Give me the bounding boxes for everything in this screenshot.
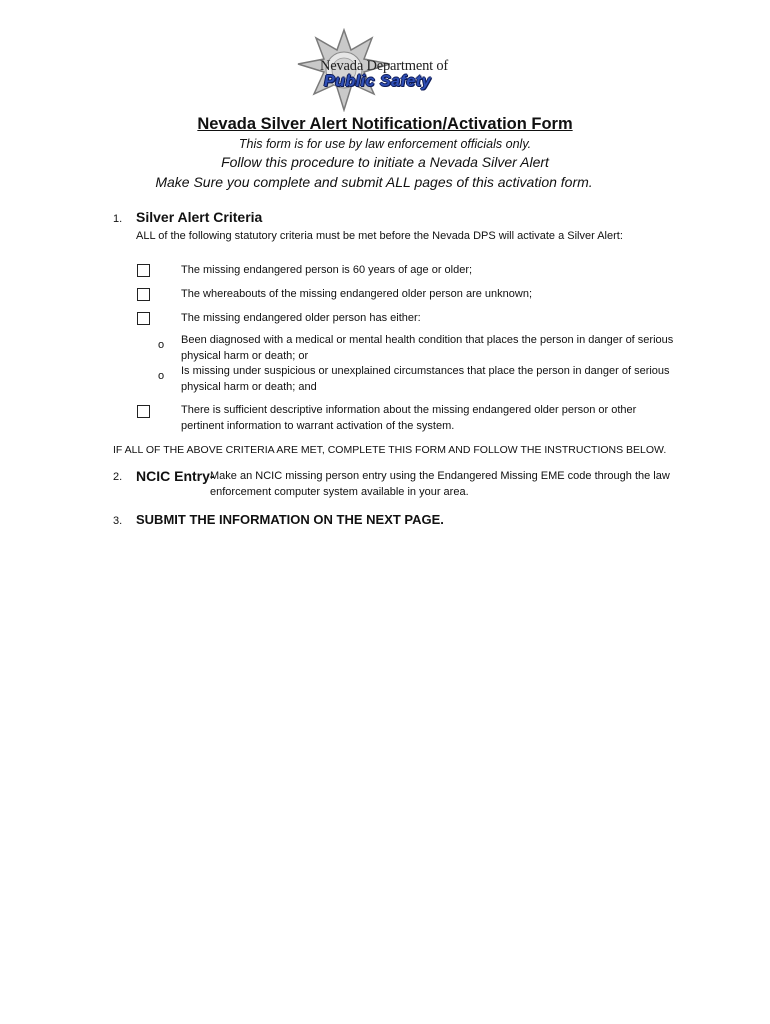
section-1-number: 1. — [113, 213, 123, 225]
criterion-3-checkbox[interactable] — [137, 312, 150, 325]
subitem-2-text: Is missing under suspicious or unexplained circumstances that place the person in danger of serious physical harm or death; and — [181, 365, 670, 393]
form-subtitle-3: Make Sure you complete and submit ALL pages of this activation form. — [155, 174, 593, 190]
criterion-4-text: There is sufficient descriptive information about the missing endangered older person or other pertinent information to warrant activation of the system. — [181, 404, 637, 432]
criterion-4-checkbox[interactable] — [137, 405, 150, 418]
section-2-number: 2. — [113, 471, 123, 483]
form-title: Nevada Silver Alert Notification/Activation Form — [197, 115, 573, 133]
all-criteria-met-notice: IF ALL OF THE ABOVE CRITERIA ARE MET, COMPLETE THIS FORM AND FOLLOW THE INSTRUCTIONS BELOW. — [113, 444, 667, 456]
criterion-2-text: The whereabouts of the missing endangered older person are unknown; — [181, 288, 533, 300]
form-subtitle-1: This form is for use by law enforcement officials only. — [238, 137, 532, 151]
criterion-2-checkbox[interactable] — [137, 288, 150, 301]
section-3-text: SUBMIT THE INFORMATION ON THE NEXT PAGE. — [136, 512, 444, 527]
section-2-text: Make an NCIC missing person entry using the Endangered Missing EME code through the law enforcement computer system available in your area. — [210, 470, 670, 498]
logo-department-text: Nevada Department of — [320, 58, 449, 74]
subitem-1-text: Been diagnosed with a medical or mental health condition that places the person in danger of serious physical harm or death; or — [181, 334, 674, 362]
section-1-intro: ALL of the following statutory criteria must be met before the Nevada DPS will activate a Silver Alert: — [136, 230, 623, 242]
criterion-3-text: The missing endangered older person has either: — [181, 312, 421, 324]
section-2-heading: NCIC Entry- — [136, 468, 215, 484]
criterion-1-checkbox[interactable] — [137, 264, 150, 277]
section-1-heading: Silver Alert Criteria — [136, 209, 263, 225]
criterion-1-text: The missing endangered person is 60 years of age or older; — [181, 264, 473, 276]
section-3-number: 3. — [113, 515, 123, 527]
form-subtitle-2: Follow this procedure to initiate a Nevada Silver Alert — [221, 154, 549, 170]
logo-public-safety-text: Public Safety — [324, 73, 431, 90]
dps-logo — [294, 28, 480, 112]
subitem-2-bullet: o — [158, 370, 165, 382]
subitem-1-bullet: o — [158, 339, 165, 351]
